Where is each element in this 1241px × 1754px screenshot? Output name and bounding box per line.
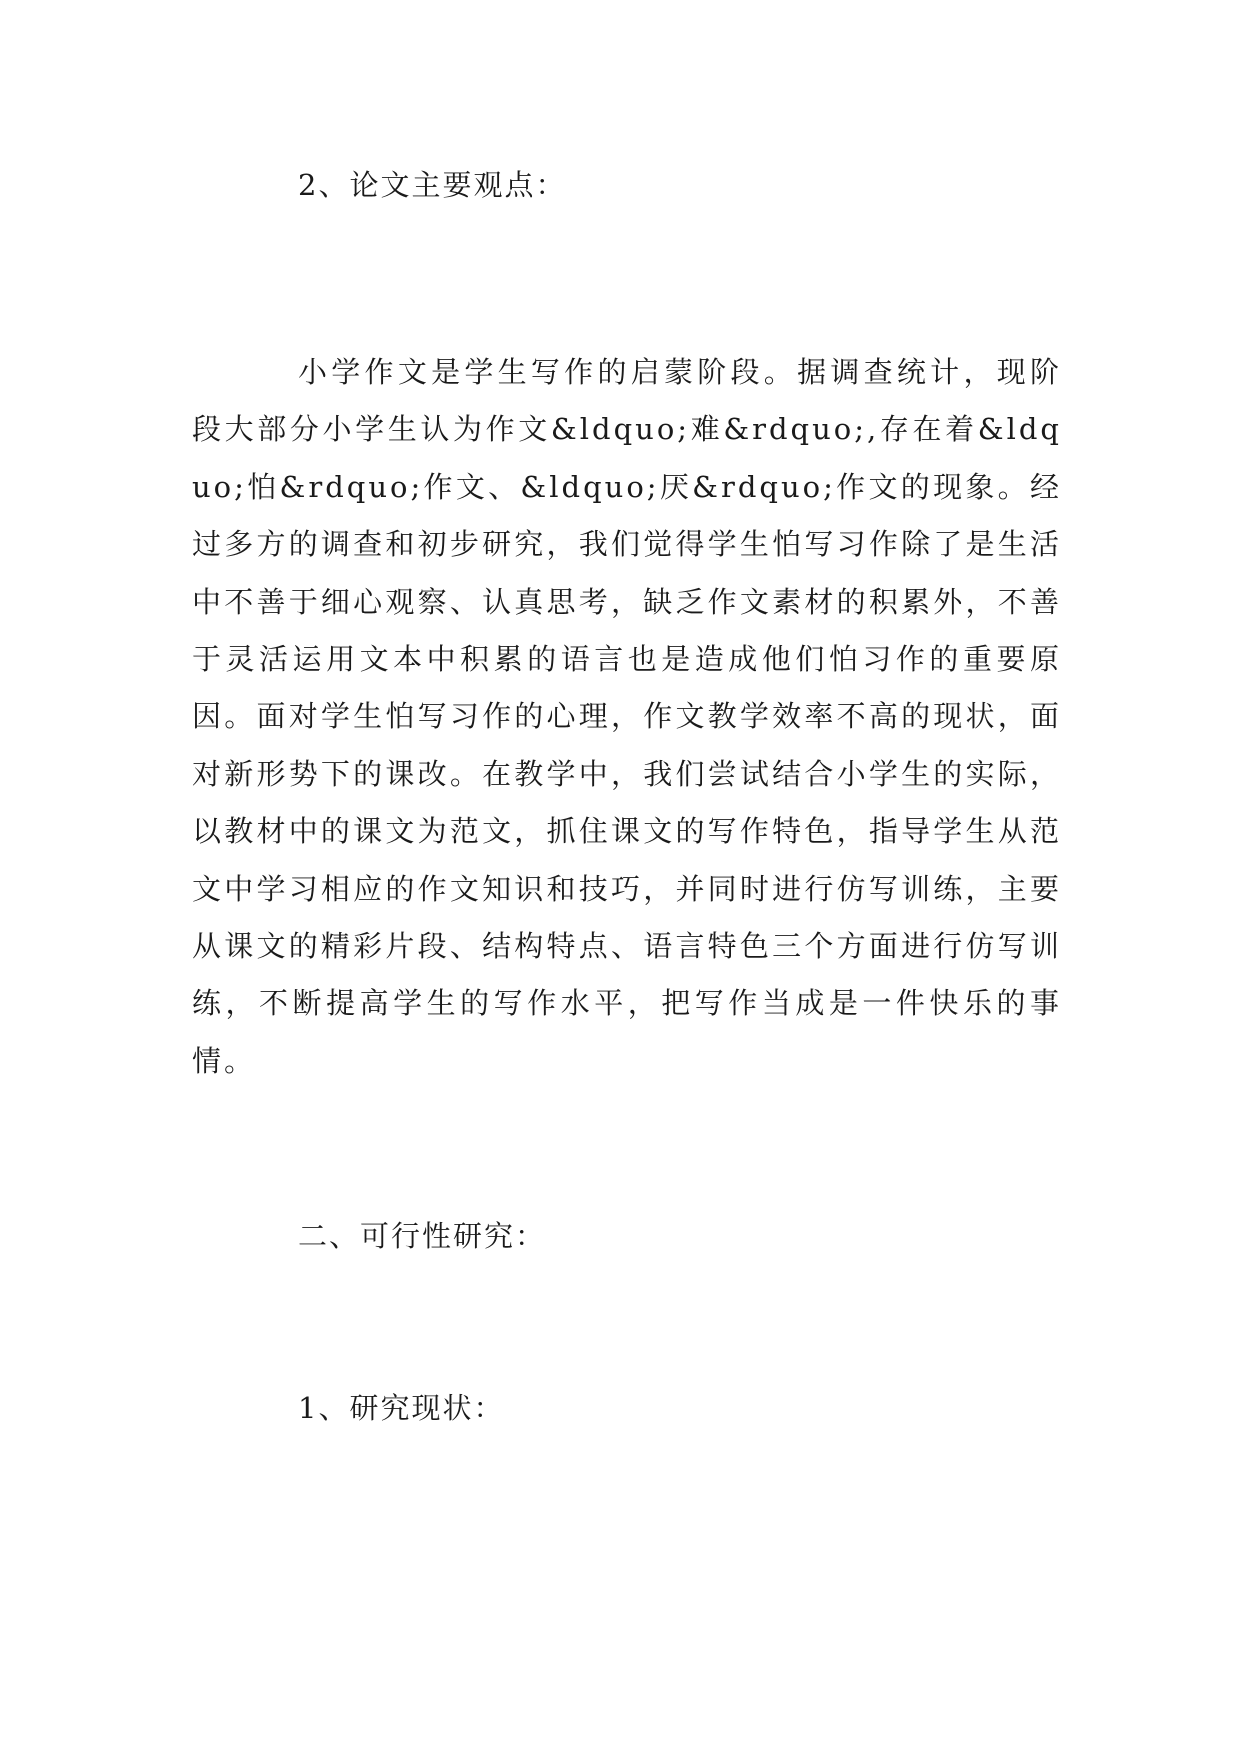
section-heading-feasibility: 二、可行性研究：: [298, 1219, 547, 1253]
section-heading-main-points: 2、论文主要观点：: [298, 168, 567, 202]
section-heading-research-status: 1、研究现状：: [298, 1391, 505, 1425]
body-paragraph: 小学作文是学生写作的启蒙阶段。据调查统计，现阶段大部分小学生认为作文&ldquo;难&rdquo;,存在着&ldquo;怕&rdquo;作文、&ldquo;厌&rdquo;作文的现象。经过多方的调查和初步研究，我们觉得学生怕写习作除了是生活中不善于细心观察、认真思考，缺乏作文素材的积累外，不善于灵活运用文本中积累的语言也是造成他们怕习作的重要原因。面对学生怕写习作的心理，作文教学效率不高的现状，面对新形势下的课改。在教学中，我们尝试结合小学生的实际，以教材中的课文为范文，抓住课文的写作特色，指导学生从范文中学习相应的作文知识和技巧，并同时进行仿写训练，主要从课文的精彩片段、结构特点、语言特色三个方面进行仿写训练，不断提高学生的写作水平，把写作当成是一件快乐的事情。: [192, 355, 1062, 1078]
